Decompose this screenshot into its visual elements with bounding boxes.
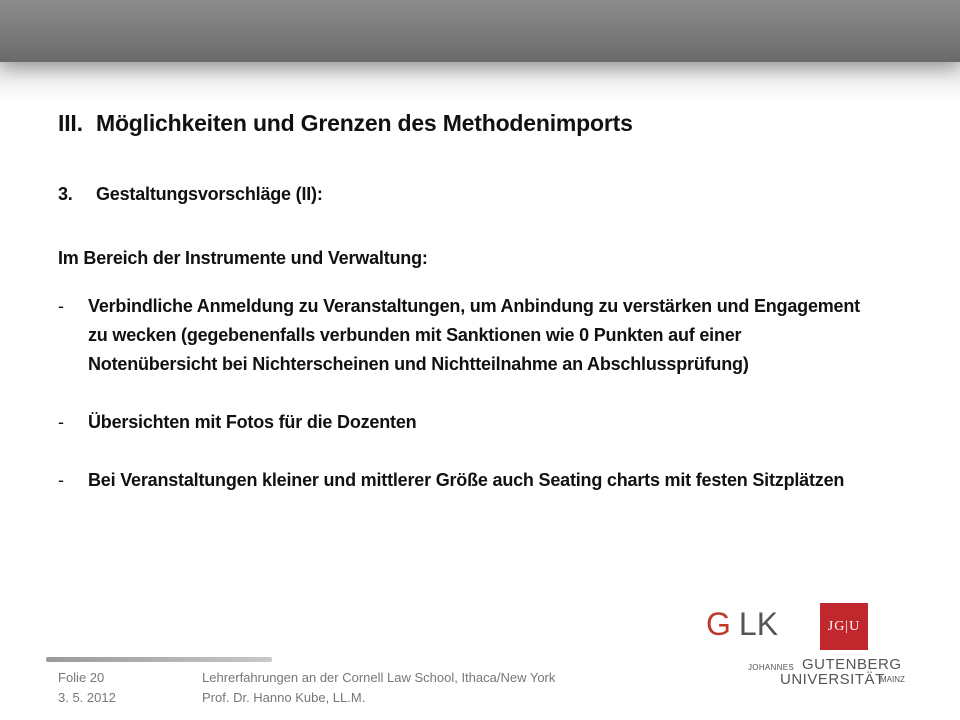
header-bar <box>0 0 960 62</box>
footer-left <box>58 668 116 708</box>
heading-text: Möglichkeiten und Grenzen des Methodenimports <box>96 110 633 136</box>
bullet-list <box>58 292 898 495</box>
bullet-text: Verbindliche Anmeldung zu Veranstaltungen, um Anbindung zu verstärken und Engagement zu wecken (gegebenenfalls verbunden mit Sanktionen wie 0 Punkten auf einer Notenübersicht bei Nichterscheinen und Nichtteilnahme an Abschlussprüfung) <box>88 296 860 374</box>
subheading-text: Gestaltungsvorschläge (II): <box>96 184 323 204</box>
list-item <box>58 408 898 437</box>
heading-number: III. <box>58 110 83 136</box>
bullet-text: Übersichten mit Fotos für die Dozenten <box>88 412 417 432</box>
wordmark-gutenberg: GUTENBERG <box>802 656 902 673</box>
slide-date: 3. 5. 2012 <box>58 690 116 705</box>
wordmark-mainz: MAINZ <box>880 675 905 684</box>
university-wordmark <box>748 656 918 690</box>
footer-divider <box>46 657 272 662</box>
intro-text: Im Bereich der Instrumente und Verwaltung: <box>58 248 428 268</box>
wordmark-universitaet: UNIVERSITÄT <box>780 671 885 688</box>
slide-content <box>58 110 898 524</box>
subheading-number: 3. <box>58 184 73 204</box>
bullet-marker: - <box>58 470 64 490</box>
footer-title: Lehrerfahrungen an der Cornell Law School, Ithaca/New York <box>202 670 556 685</box>
slide-number: Folie 20 <box>58 670 105 685</box>
footer-author: Prof. Dr. Hanno Kube, LL.M. <box>202 690 366 705</box>
list-item <box>58 292 898 379</box>
bullet-text: Bei Veranstaltungen kleiner und mittlerer Größe auch Seating charts mit festen Sitzplätzen <box>88 470 845 490</box>
wordmark-johannes: JOHANNES <box>748 663 794 672</box>
glk-logo-lk: LK <box>738 606 779 642</box>
glk-logo <box>706 604 779 644</box>
bullet-marker: - <box>58 296 64 316</box>
slide-heading <box>58 110 898 137</box>
list-item <box>58 466 898 495</box>
jgu-logo-text: JG|U <box>827 618 861 634</box>
bullet-marker: - <box>58 412 64 432</box>
footer-middle <box>202 668 555 708</box>
glk-logo-g: G <box>706 606 731 642</box>
jgu-logo <box>820 603 868 650</box>
slide-subheading <box>58 184 898 205</box>
